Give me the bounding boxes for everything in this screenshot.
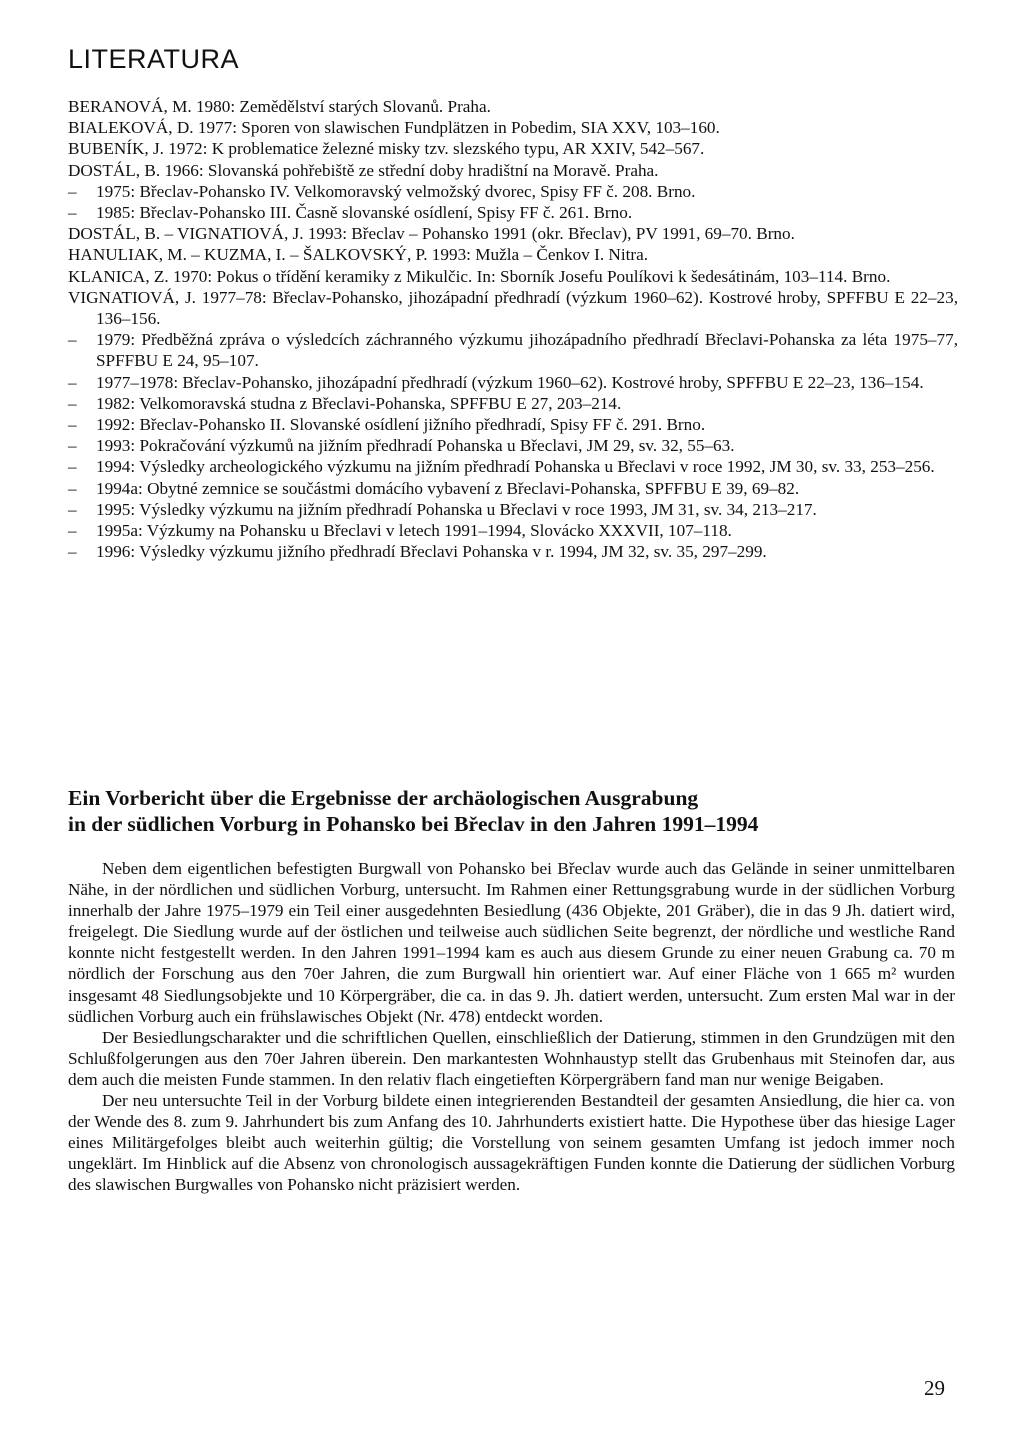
dash-mark: – bbox=[68, 457, 77, 477]
summary-heading-line: in der südlichen Vorburg in Pohansko bei Břeclav in den Jahren 1991–1994 bbox=[68, 812, 759, 836]
reference-entry-continued bbox=[68, 181, 958, 202]
reference-text: DOSTÁL, B. – VIGNATIOVÁ, J. 1993: Břeclav – Pohansko 1991 (okr. Břeclav), PV 1991, 69–70. Brno. bbox=[68, 224, 795, 244]
dash-mark: – bbox=[68, 478, 77, 498]
reference-text: 1994: Výsledky archeologického výzkumu na jižním předhradí Pohanska u Břeclavi v roce 1992, JM 30, sv. 33, 253–256. bbox=[96, 457, 935, 477]
reference-entry-continued bbox=[68, 478, 958, 499]
reference-text: VIGNATIOVÁ, J. 1977–78: Břeclav-Pohansko, jihozápadní předhradí (výzkum 1960–62). Kostrové hroby, SPFFBU E 22–23, 136–156. bbox=[68, 287, 958, 329]
summary-paragraph: Der neu untersuchte Teil in der Vorburg bildete einen integrierenden Bestandteil der gesamten Ansiedlung, die hier ca. von der Wende des 8. zum 9. Jahrhundert bis zum Anfang des 10. Jahrhunderts existiert hatte. Die Hypothese über das hiesige Lager eines Militärgefolges bleibt auch weiterhin gültig; die Vorstellung von seinem gesamten Umfang ist jedoch immer noch ungeklärt. Im Hinblick auf die Absenz von chronologisch aussagekräftigen Funden konnte die Datierung der südlichen Vorburg des slawischen Burgwalles von Pohansko nicht präzisiert werden. bbox=[68, 1091, 955, 1195]
reference-entry-continued bbox=[68, 329, 958, 371]
summary-heading-line: Ein Vorbericht über die Ergebnisse der archäologischen Ausgrabung bbox=[68, 786, 699, 810]
literatura-heading: LITERATURA bbox=[68, 44, 240, 74]
dash-mark: – bbox=[68, 393, 77, 413]
reference-entry-continued bbox=[68, 414, 958, 435]
summary-paragraph: Der Besiedlungscharakter und die schriftlichen Quellen, einschließlich der Datierung, stimmen in den Grundzügen mit den Schlußfolgerungen aus den 70er Jahren überein. Den markantesten Wohnhaustyp stellt das Grubenhaus mit Steinofen dar, aus dem auch die meisten Funde stammen. In den relativ flach eingetieften Körpergräbern fand man nur wenige Beigaben. bbox=[68, 1027, 955, 1089]
dash-mark: – bbox=[68, 499, 77, 519]
reference-entry-continued bbox=[68, 520, 958, 541]
summary-body bbox=[68, 858, 955, 1196]
reference-text: BERANOVÁ, M. 1980: Zemědělství starých Slovanů. Praha. bbox=[68, 97, 491, 116]
reference-text: HANULIAK, M. – KUZMA, I. – ŠALKOVSKÝ, P. 1993: Mužla – Čenkov I. Nitra. bbox=[68, 245, 649, 265]
reference-text: 1979: Předběžná zpráva o výsledcích záchranného výzkumu jihozápadního předhradí Břeclavi-Pohanska za léta 1975–77, SPFFBU E 24, 95–107. bbox=[96, 330, 958, 371]
reference-list bbox=[68, 96, 958, 562]
dash-mark: – bbox=[68, 436, 77, 456]
reference-text: 1995: Výsledky výzkumu na jižním předhradí Pohanska u Břeclavi v roce 1993, JM 31, sv. 34, 213–217. bbox=[96, 499, 817, 519]
summary-heading bbox=[68, 785, 958, 837]
reference-entry-continued bbox=[68, 541, 958, 562]
dash-mark: – bbox=[68, 542, 77, 562]
dash-mark: – bbox=[68, 203, 77, 223]
reference-entry bbox=[68, 117, 958, 138]
reference-text: 1995a: Výzkumy na Pohansku u Břeclavi v letech 1991–1994, Slovácko XXXVII, 107–118. bbox=[96, 521, 732, 541]
dash-mark: – bbox=[68, 181, 77, 201]
dash-mark: – bbox=[68, 330, 77, 350]
summary-paragraph: Neben dem eigentlichen befestigten Burgwall von Pohansko bei Břeclav wurde auch das Gelände in seiner unmittelbaren Nähe, in der nördlichen und südlichen Vorburg, untersucht. Im Rahmen einer Rettungsgrabung wurde in der südlichen Vorburg innerhalb der Jahre 1975–1979 ein Teil einer ausgedehnten Besiedlung (436 Objekte, 201 Gräber), die in das 9 Jh. datiert wird, freigelegt. Die Siedlung wurde auf der östlichen und teilweise auch südlichen Seite begrenzt, der nördliche und westliche Rand konnte nicht festgestellt werden. In den Jahren 1991–1994 kam es auch aus diesem Grunde zu einer neuen Grabung ca. 70 m nördlich der Forschung aus den 70er Jahren, die zum Burgwall hin orientiert war. Auf einer Fläche von 1 665 m² wurden insgesamt 48 Siedlungsobjekte und 10 Körpergräber, die ca. in das 9. Jh. datiert werden, untersucht. Zum ersten Mal war in der südlichen Vorburg auch ein frühslawisches Objekt (Nr. 478) entdeckt worden. bbox=[68, 859, 955, 1026]
reference-entry bbox=[68, 244, 958, 265]
reference-entry bbox=[68, 223, 958, 244]
page-number: 29 bbox=[924, 1376, 945, 1400]
reference-text: 1985: Břeclav-Pohansko III. Časně slovanské osídlení, Spisy FF č. 261. Brno. bbox=[96, 203, 633, 223]
reference-entry-continued bbox=[68, 393, 958, 414]
reference-entry bbox=[68, 160, 958, 181]
reference-text: 1994a: Obytné zemnice se součástmi domácího vybavení z Břeclavi-Pohanska, SPFFBU E 39, 69–82. bbox=[96, 478, 800, 498]
reference-text: 1975: Břeclav-Pohansko IV. Velkomoravský velmožský dvorec, Spisy FF č. 208. Brno. bbox=[96, 181, 696, 201]
reference-entry-continued bbox=[68, 372, 958, 393]
reference-text: BUBENÍK, J. 1972: K problematice železné misky tzv. slezského typu, AR XXIV, 542–567. bbox=[68, 139, 705, 159]
reference-text: DOSTÁL, B. 1966: Slovanská pohřebiště ze střední doby hradištní na Moravě. Praha. bbox=[68, 160, 659, 180]
reference-entry-continued bbox=[68, 202, 958, 223]
reference-text: KLANICA, Z. 1970: Pokus o třídění keramiky z Mikulčic. In: Sborník Josefu Poulíkovi k šedesátinám, 103–114. Brno. bbox=[68, 266, 891, 286]
reference-entry-continued bbox=[68, 435, 958, 456]
reference-text: 1993: Pokračování výzkumů na jižním předhradí Pohanska u Břeclavi, JM 29, sv. 32, 55–63. bbox=[96, 436, 735, 456]
reference-entry bbox=[68, 138, 958, 159]
dash-mark: – bbox=[68, 372, 77, 392]
reference-entry bbox=[68, 266, 958, 287]
dash-mark: – bbox=[68, 415, 77, 435]
reference-text: 1992: Břeclav-Pohansko II. Slovanské osídlení jižního předhradí, Spisy FF č. 291. Brno. bbox=[96, 415, 706, 435]
reference-entry-continued bbox=[68, 499, 958, 520]
reference-text: BIALEKOVÁ, D. 1977: Sporen von slawischen Fundplätzen in Pobedim, SIA XXV, 103–160. bbox=[68, 118, 720, 138]
reference-text: 1982: Velkomoravská studna z Břeclavi-Pohanska, SPFFBU E 27, 203–214. bbox=[96, 393, 622, 413]
reference-text: 1996: Výsledky výzkumu jižního předhradí Břeclavi Pohanska v r. 1994, JM 32, sv. 35, 297–299. bbox=[96, 542, 767, 562]
reference-text: 1977–1978: Břeclav-Pohansko, jihozápadní předhradí (výzkum 1960–62). Kostrové hroby, SPFFBU E 22–23, 136–154. bbox=[96, 372, 924, 392]
reference-entry bbox=[68, 287, 958, 329]
reference-entry bbox=[68, 96, 958, 117]
reference-entry-continued bbox=[68, 456, 958, 477]
dash-mark: – bbox=[68, 521, 77, 541]
